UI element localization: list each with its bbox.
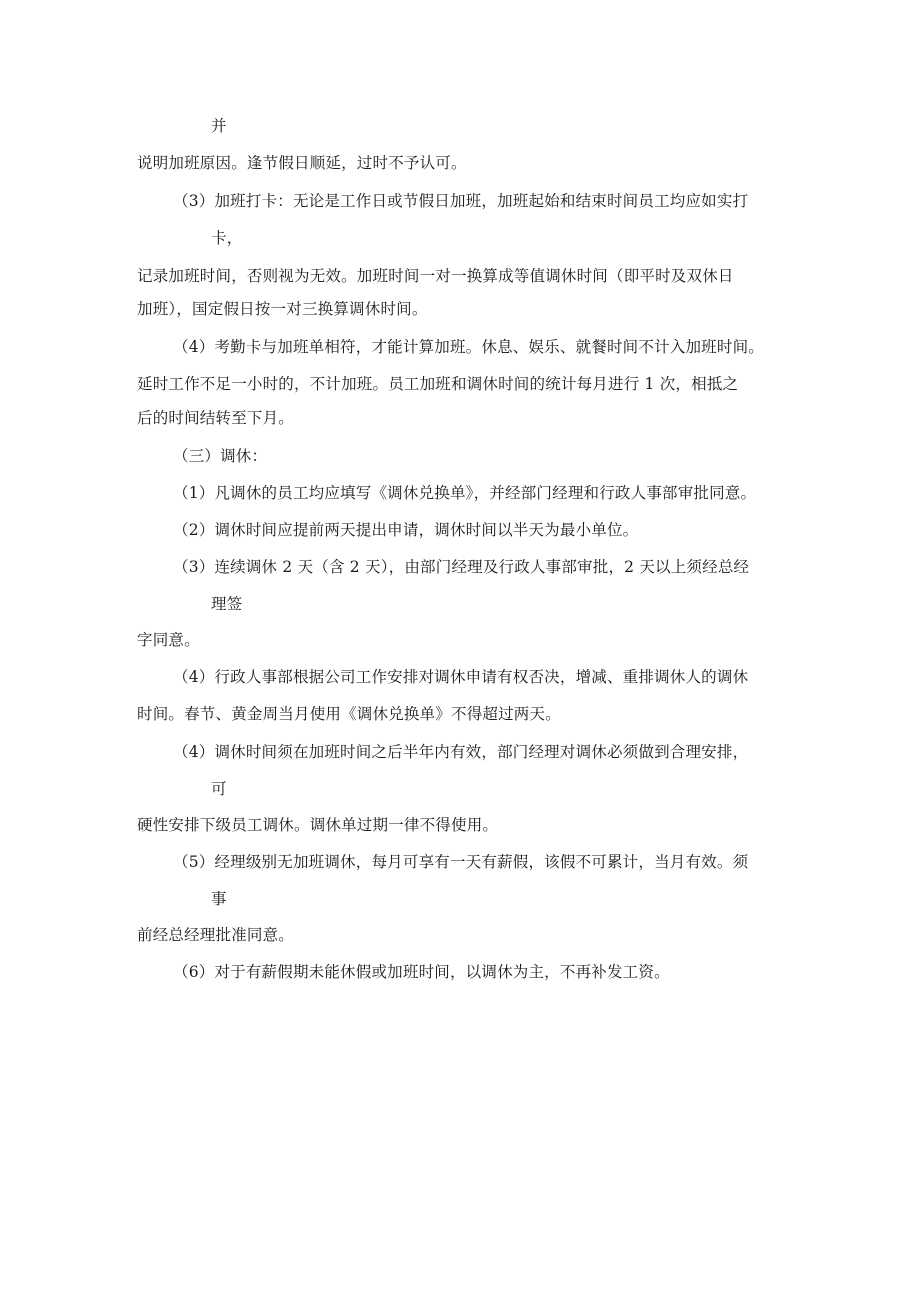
text-line: 时间。春节、黄金周当月使用《调休兑换单》不得超过两天。 <box>137 705 561 723</box>
text-line: （3）加班打卡：无论是工作日或节假日加班，加班起始和结束时间员工均应如实打 <box>173 192 749 210</box>
section-heading: （三）调休： <box>173 447 268 465</box>
text-line: 理签 <box>211 595 243 613</box>
text-line: 记录加班时间，否则视为无效。加班时间一对一换算成等值调休时间（即平时及双休日 <box>137 267 734 285</box>
text-line: 并 <box>211 117 227 135</box>
text-line: 卡， <box>211 229 243 247</box>
text-line: （6）对于有薪假期未能休假或加班时间，以调休为主，不再补发工资。 <box>173 963 670 981</box>
text-line: （1）凡调休的员工均应填写《调休兑换单》，并经部门经理和行政人事部审批同意。 <box>173 484 757 502</box>
text-line: 说明加班原因。逢节假日顺延，过时不予认可。 <box>137 154 467 172</box>
text-line: 延时工作不足一小时的，不计加班。员工加班和调休时间的统计每月进行 1 次，相抵之 <box>137 375 739 393</box>
text-line: 加班），国定假日按一对三换算调休时间。 <box>137 300 428 318</box>
text-line: （3）连续调休 2 天（含 2 天），由部门经理及行政人事部审批，2 天以上须经总经 <box>173 558 750 576</box>
text-line: 前经总经理批准同意。 <box>137 926 295 944</box>
text-line: 硬性安排下级员工调休。调休单过期一律不得使用。 <box>137 816 499 834</box>
text-line: 后的时间结转至下月。 <box>137 409 295 427</box>
text-line: （2）调休时间应提前两天提出申请，调休时间以半天为最小单位。 <box>173 521 639 539</box>
text-line: （4）调休时间须在加班时间之后半年内有效，部门经理对调休必须做到合理安排， <box>173 743 749 761</box>
text-line: 可 <box>211 780 227 798</box>
text-line: （4）行政人事部根据公司工作安排对调休申请有权否决，增减、重排调休人的调休 <box>173 668 749 686</box>
text-line: 字同意。 <box>137 631 200 649</box>
text-line: 事 <box>211 890 227 908</box>
text-line: （5）经理级别无加班调休，每月可享有一天有薪假，该假不可累计，当月有效。须 <box>173 853 749 871</box>
text-line: （4）考勤卡与加班单相符，才能计算加班。休息、娱乐、就餐时间不计入加班时间。 <box>173 338 764 356</box>
